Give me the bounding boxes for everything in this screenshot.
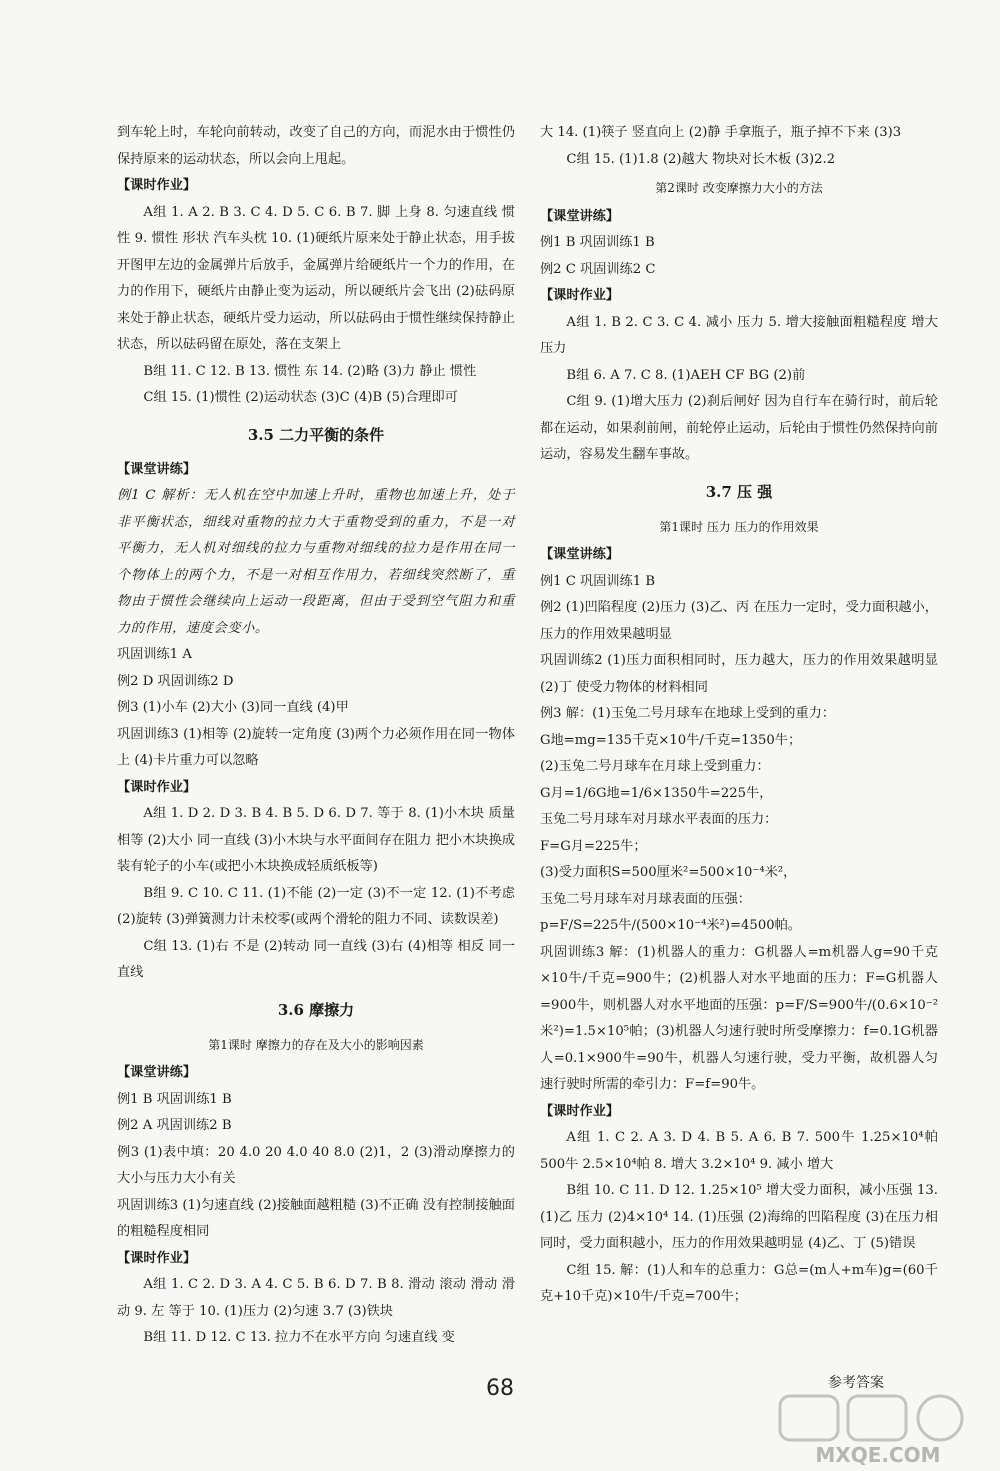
footer-label: 参考答案 [828, 1375, 884, 1391]
answer-group-b: B组 11. D 12. C 13. 拉力不在水平方向 匀速直线 变 [143, 1330, 455, 1345]
page-number: 68 [486, 1376, 514, 1401]
answer-group-a: A组 1. A 2. B 3. C 4. D 5. C 6. B 7. 脚 上身 8. 匀速直线 惯性 9. 惯性 形状 汽车头枕 10. (1)硬纸片原来处于静止状态，用手拔开图甲左边的金属弹片后放手，金属弹片给硬纸片一个力的作用，在力的作用下，硬纸片由静止变为运动，所以硬纸片会飞出 (2)砝码原来处于静止状态，硬纸片受力运动，所以砝码由于惯性继续保持静止状态，所以砝码留在原处，落在支架上 [117, 204, 515, 352]
section-label: 【课时作业】 [540, 288, 620, 303]
solution-line: 玉兔二号月球车对月球表面的压强： [540, 891, 751, 907]
answer-group-a: A组 1. C 2. A 3. D 4. B 5. A 6. B 7. 500牛 1.25×10⁴帕 500牛 2.5×10⁴帕 8. 增大 3.2×10⁴ 9. 减小 增大 [540, 1130, 938, 1172]
solution-line: p=F/S=225牛/(500×10⁻⁴米²)=4500帕。 [540, 918, 801, 933]
lesson-subtitle: 第1课时 摩擦力的存在及大小的影响因素 [208, 1037, 424, 1052]
example-2: 例2 D 巩固训练2 D [117, 673, 234, 689]
section-title-3-6: 3.6 摩擦力 [277, 1000, 355, 1019]
continued-paragraph: 大 14. (1)筷子 竖直向上 (2)静 手拿瓶子，瓶子掉不下来 (3)3 [540, 125, 902, 140]
answer-group-c: C组 15. (1)惯性 (2)运动状态 (3)C (4)B (5)合理即可 [143, 390, 458, 405]
lesson-subtitle: 第2课时 改变摩擦力大小的方法 [655, 181, 823, 195]
example-1: 例1 C 巩固训练1 B [540, 573, 656, 589]
solution-line: (2)玉兔二号月球车在月球上受到重力： [540, 759, 770, 774]
example-3: 例3 (1)表中填：20 4.0 20 4.0 40 8.0 (2)1，2 (3)滑动摩擦力的大小与压力大小有关 [117, 1144, 515, 1186]
example-2: 例2 (1)凹陷程度 (2)压力 (3)乙、丙 在压力一定时，受力面积越小，压力的作用效果越明显 [540, 600, 938, 642]
answer-group-b: B组 10. C 11. D 12. 1.25×10⁵ 增大受力面积，减小压强 13. (1)乙 压力 (2)4×10⁴ 14. (1)压强 (2)海绵的凹陷程度 (3)在压力相同时，受力面积越小，压力的作用效果越明显 (4)乙、丁 (5)错误 [540, 1183, 938, 1251]
section-label: 【课堂讲练】 [117, 1065, 197, 1080]
example-2: 例2 A 巩固训练2 B [117, 1118, 232, 1133]
drill-1: 巩固训练1 A [117, 647, 192, 662]
section-title-3-5: 3.5 二力平衡的条件 [247, 425, 385, 444]
example-1: 例1 B 巩固训练1 B [540, 235, 655, 250]
answer-group-c: C组 9. (1)增大压力 (2)刹后闸好 因为自行车在骑行时，前后轮都在运动，如果刹前闸，前轮停止运动，后轮由于惯性仍然保持向前运动，容易发生翻车事故。 [540, 394, 938, 462]
right-column [540, 120, 938, 1311]
example-2: 例2 C 巩固训练2 C [540, 261, 656, 277]
answer-group-c: C组 13. (1)右 不是 (2)转动 同一直线 (3)右 (4)相等 相反 同一直线 [117, 938, 515, 980]
watermark-url: MXQE.COM [815, 1443, 941, 1467]
solution-line: G地=mg=135千克×10牛/千克=1350牛； [540, 732, 802, 748]
answer-group-b: B组 11. C 12. B 13. 惯性 东 14. (2)略 (3)力 静止 惯性 [143, 363, 477, 379]
section-label: 【课时作业】 [540, 1103, 620, 1119]
left-column [117, 120, 515, 1352]
answer-group-c: C组 15. 解：(1)人和车的总重力：G总=(m人+m车)g=(60千克+10千克)×10牛/千克=700牛； [540, 1262, 938, 1304]
answer-group-a: A组 1. D 2. D 3. B 4. B 5. D 6. D 7. 等于 8. (1)小木块 质量相等 (2)大小 同一直线 (3)小木块与水平面间存在阻力 把小木块换成装有轮子的小车(或把小木块换成轻质纸板等) [117, 806, 515, 874]
answer-group-b: B组 6. A 7. C 8. (1)AEH CF BG (2)前 [566, 367, 806, 383]
example-1: 例1 B 巩固训练1 B [117, 1091, 232, 1107]
example-3: 例3 解：(1)玉兔二号月球车在地球上受到的重力： [540, 706, 836, 721]
continued-paragraph: 到车轮上时，车轮向前转动，改变了自己的方向，而泥水由于惯性仍保持原来的运动状态，所以会向上甩起。 [117, 125, 515, 167]
section-label: 【课时作业】 [117, 779, 197, 795]
section-label: 【课堂讲练】 [117, 461, 197, 477]
drill-3: 巩固训练3 (1)匀速直线 (2)接触面越粗糙 (3)不正确 没有控制接触面的粗糙程度相同 [117, 1197, 515, 1239]
solution-line: (3)受力面积S=500厘米²=500×10⁻⁴米²， [540, 865, 797, 880]
watermark-logo [770, 1392, 985, 1467]
example-1: 例1 C 解析：无人机在空中加速上升时，重物也加速上升，处于非平衡状态，细线对重物的拉力大于重物受到的重力，不是一对平衡力，无人机对细线的拉力与重物对细线的拉力是作用在同一个物体上的两个力，不是一对相互作用力，若细线突然断了，重物由于惯性会继续向上运动一段距离，但由于受到空气阻力和重力的作用，速度会变小。 [117, 488, 515, 636]
section-label: 【课时作业】 [117, 1250, 197, 1266]
solution-line: F=G月=225牛； [540, 838, 647, 854]
drill-3: 巩固训练3 (1)相等 (2)旋转一定角度 (3)两个力必须作用在同一物体上 (4)卡片重力可以忽略 [117, 726, 515, 768]
answer-group-c: C组 15. (1)1.8 (2)越大 物块对长木板 (3)2.2 [566, 151, 836, 167]
drill-3: 巩固训练3 解：(1)机器人的重力：G机器人=m机器人g=90千克×10牛/千克=900牛；(2)机器人对水平地面的压力：F=G机器人=900牛，则机器人对水平地面的压强：p=F/S=900牛/(0.6×10⁻²米²)=1.5×10⁵帕；(3)机器人匀速行驶时所受摩擦力：f=0.1G机器人=0.1×900牛=90牛，机器人匀速行驶，受力平衡，故机器人匀速行驶时所需的牵引力：F=f=90牛。 [540, 944, 938, 1092]
answer-group-b: B组 9. C 10. C 11. (1)不能 (2)一定 (3)不一定 12. (1)不考虑 (2)旋转 (3)弹簧测力计未校零(或两个滑轮的阻力不同、读数误差) [117, 885, 515, 927]
example-3: 例3 (1)小车 (2)大小 (3)同一直线 (4)甲 [117, 700, 349, 715]
section-title-3-7: 3.7 压 强 [705, 482, 773, 501]
solution-line: G月=1/6G地=1/6×1350牛=225牛， [540, 785, 773, 801]
answer-group-a: A组 1. B 2. C 3. C 4. 减小 压力 5. 增大接触面粗糙程度 增大压力 [540, 314, 938, 356]
answer-group-a: A组 1. C 2. D 3. A 4. C 5. B 6. D 7. B 8. 滑动 滚动 滑动 滑动 9. 左 等于 10. (1)压力 (2)匀速 3.7 (3)铁块 [117, 1277, 515, 1319]
section-label: 【课时作业】 [117, 178, 197, 193]
section-label: 【课堂讲练】 [540, 208, 620, 224]
section-label: 【课堂讲练】 [540, 547, 620, 562]
lesson-subtitle: 第1课时 压力 压力的作用效果 [659, 519, 819, 534]
solution-line: 玉兔二号月球车对月球水平表面的压力： [540, 812, 778, 827]
drill-2: 巩固训练2 (1)压力面积相同时，压力越大，压力的作用效果越明显 (2)丁 使受力物体的材料相同 [540, 653, 938, 695]
